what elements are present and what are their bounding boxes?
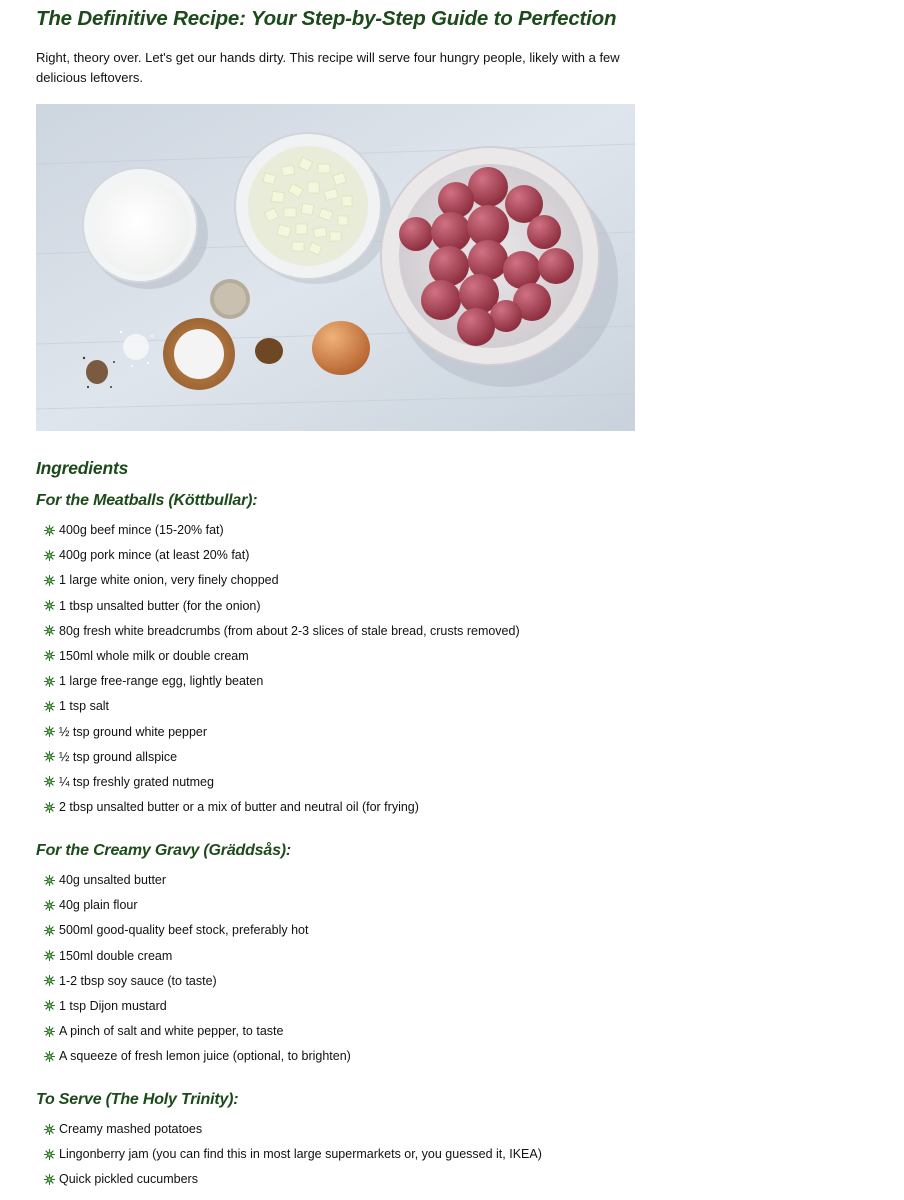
- list-item: 1-2 tbsp soy sauce (to taste): [44, 971, 351, 996]
- list-item: 1 tsp salt: [44, 696, 520, 721]
- list-item: 80g fresh white breadcrumbs (from about 2-3 slices of stale bread, crusts removed): [44, 621, 520, 646]
- meatballs-ingredient-list: [44, 520, 520, 822]
- intro-paragraph: Right, theory over. Let's get our hands dirty. This recipe will serve four hungry people, likely with a few delicious leftovers.: [36, 50, 620, 85]
- list-item: 1 tbsp unsalted butter (for the onion): [44, 596, 520, 621]
- list-item: 2 tbsp unsalted butter or a mix of butter and neutral oil (for frying): [44, 797, 520, 822]
- gravy-heading: For the Creamy Gravy (Gräddsås):: [36, 842, 292, 859]
- green-sunburst-icon: [44, 646, 59, 666]
- green-sunburst-icon: [44, 570, 59, 590]
- green-sunburst-icon: [44, 1046, 59, 1066]
- serve-ingredient-list: [44, 1119, 542, 1195]
- article: [0, 0, 904, 87]
- page-title: The Definitive Recipe: Your Step-by-Step Guide to Perfection: [36, 7, 617, 30]
- list-item: A squeeze of fresh lemon juice (optional, to brighten): [44, 1046, 351, 1071]
- green-sunburst-icon: [44, 971, 59, 991]
- list-item: Lingonberry jam (you can find this in most large supermarkets or, you guessed it, IKEA): [44, 1144, 542, 1169]
- green-sunburst-icon: [44, 1119, 59, 1139]
- ingredients-heading: Ingredients: [36, 458, 129, 478]
- list-item: 1 tsp Dijon mustard: [44, 996, 351, 1021]
- green-sunburst-icon: [44, 1144, 59, 1164]
- list-item: Quick pickled cucumbers: [44, 1169, 542, 1194]
- green-sunburst-icon: [44, 1021, 59, 1041]
- green-sunburst-icon: [44, 870, 59, 890]
- green-sunburst-icon: [44, 797, 59, 817]
- list-item: ¼ tsp freshly grated nutmeg: [44, 772, 520, 797]
- green-sunburst-icon: [44, 596, 59, 616]
- list-item: ½ tsp ground allspice: [44, 747, 520, 772]
- list-item: 1 large white onion, very finely chopped: [44, 570, 520, 595]
- list-item: 500ml good-quality beef stock, preferably hot: [44, 920, 351, 945]
- green-sunburst-icon: [44, 920, 59, 940]
- green-sunburst-icon: [44, 671, 59, 691]
- list-item: Creamy mashed potatoes: [44, 1119, 542, 1144]
- gravy-ingredient-list: [44, 870, 351, 1072]
- green-sunburst-icon: [44, 545, 59, 565]
- list-item: 1 large free-range egg, lightly beaten: [44, 671, 520, 696]
- serve-heading: To Serve (The Holy Trinity):: [36, 1091, 239, 1108]
- list-item: 150ml whole milk or double cream: [44, 646, 520, 671]
- meatballs-heading: For the Meatballs (Köttbullar):: [36, 492, 258, 509]
- green-sunburst-icon: [44, 895, 59, 915]
- list-item: 40g plain flour: [44, 895, 351, 920]
- list-item: A pinch of salt and white pepper, to taste: [44, 1021, 351, 1046]
- green-sunburst-icon: [44, 520, 59, 540]
- list-item: 400g pork mince (at least 20% fat): [44, 545, 520, 570]
- green-sunburst-icon: [44, 946, 59, 966]
- green-sunburst-icon: [44, 996, 59, 1016]
- green-sunburst-icon: [44, 772, 59, 792]
- list-item: 150ml double cream: [44, 946, 351, 971]
- green-sunburst-icon: [44, 722, 59, 742]
- green-sunburst-icon: [44, 1169, 59, 1189]
- list-item: ½ tsp ground white pepper: [44, 722, 520, 747]
- green-sunburst-icon: [44, 747, 59, 767]
- green-sunburst-icon: [44, 696, 59, 716]
- list-item: 400g beef mince (15-20% fat): [44, 520, 520, 545]
- ingredients-photo: [36, 104, 635, 431]
- list-item: 40g unsalted butter: [44, 870, 351, 895]
- green-sunburst-icon: [44, 621, 59, 641]
